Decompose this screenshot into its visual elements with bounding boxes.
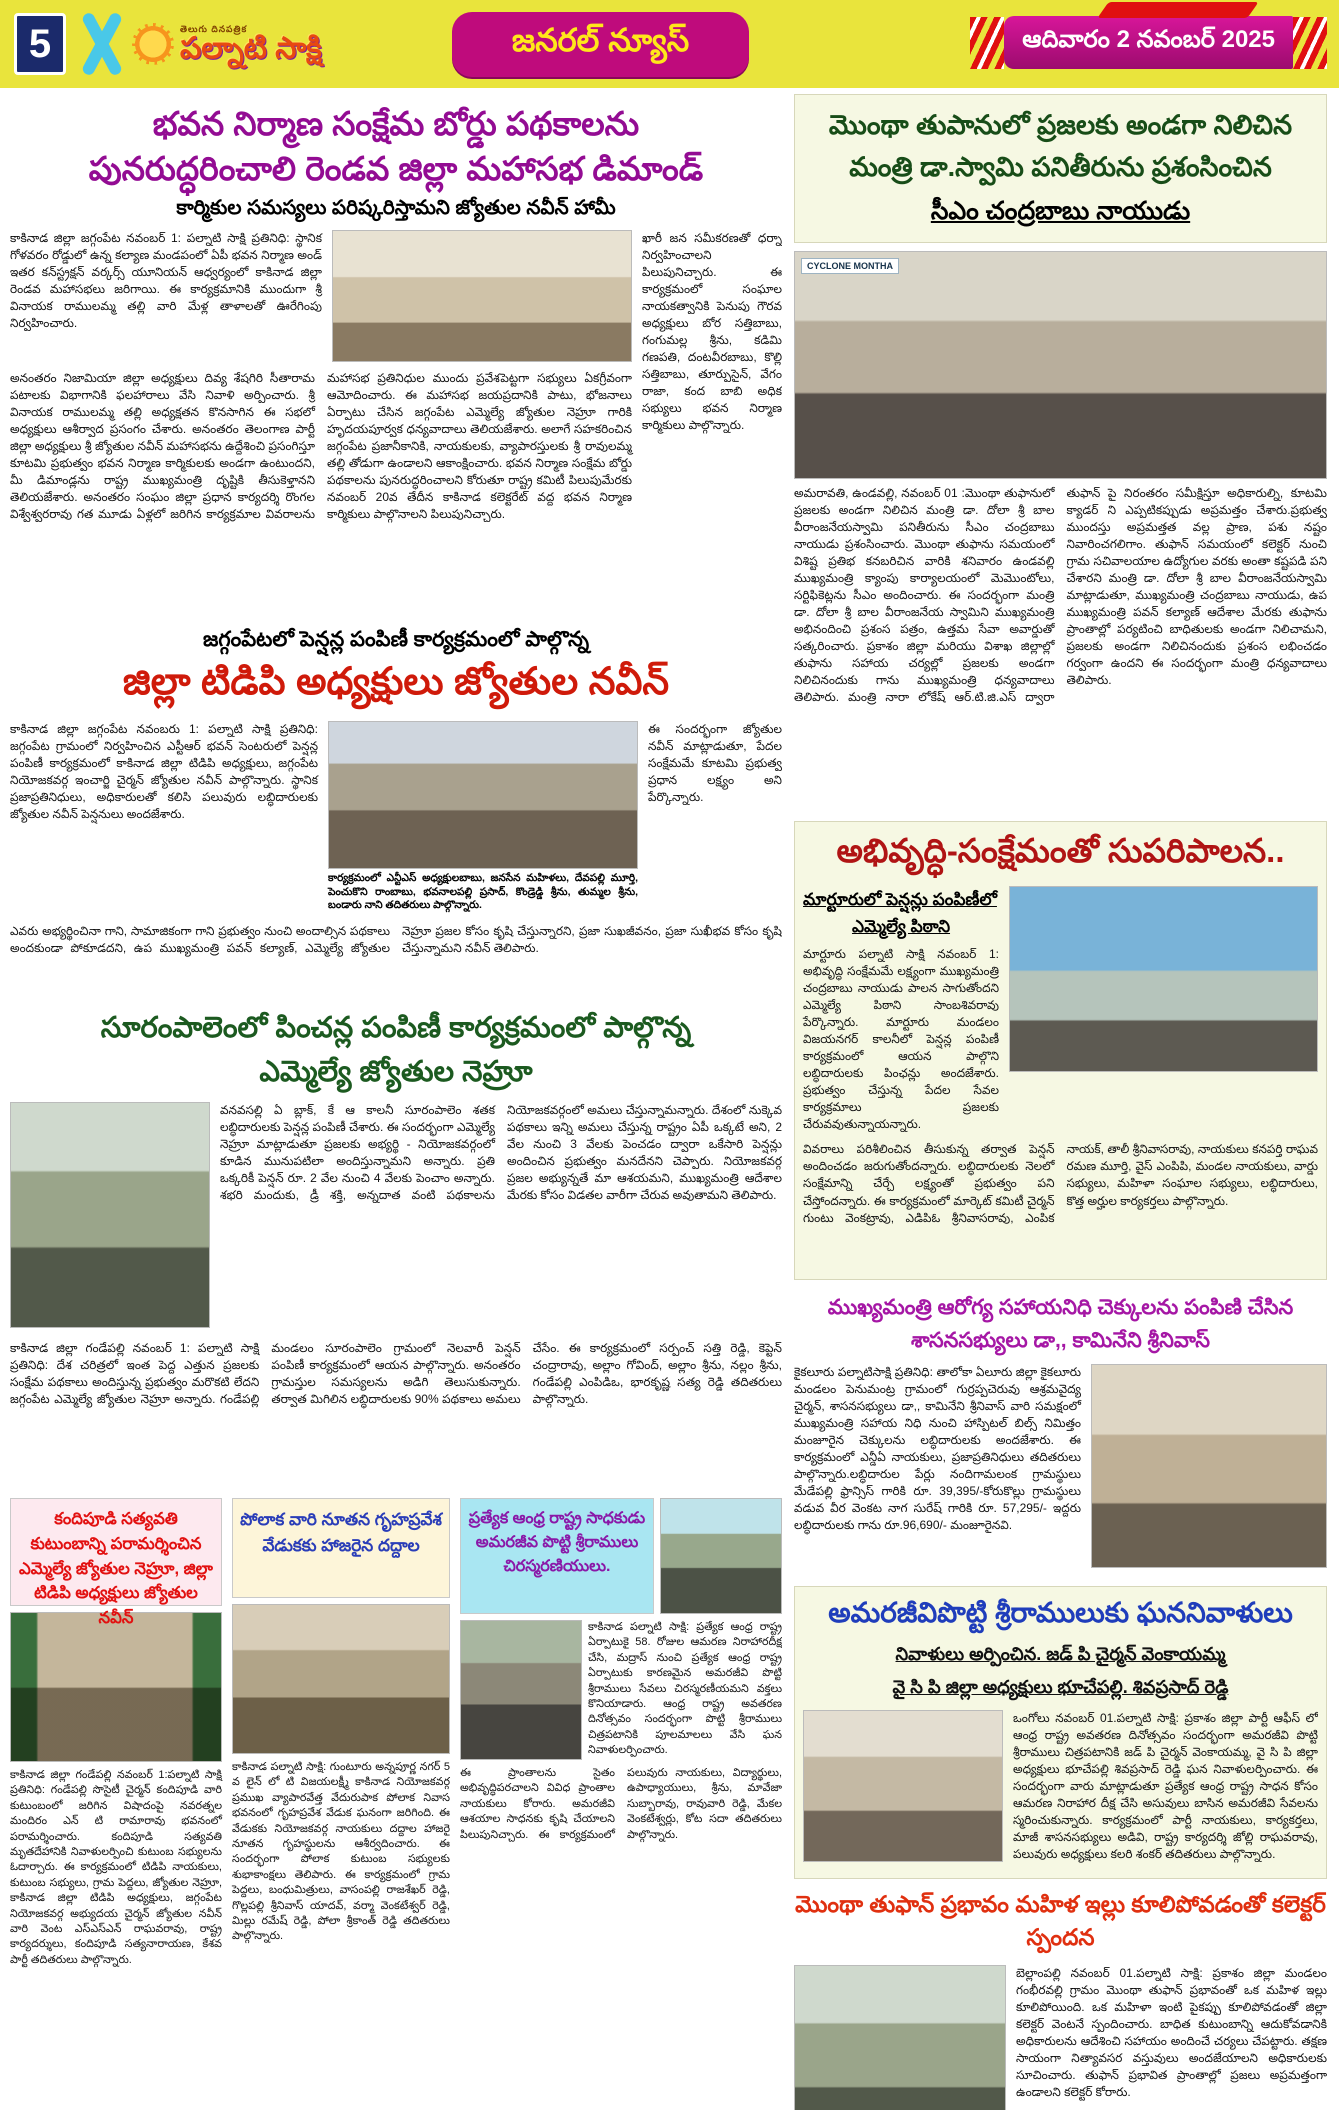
r4-headline: అమరజీవిపొట్టి శ్రీరాములుకు ఘననివాళులు <box>828 1596 1293 1628</box>
b3-body-bottom: ఈ ప్రాంతాలను సైతం అభివృద్ధిపరచాలని వివిధ ప్రాంతాల నాయకులు కోరారు. అమరజీవి ఆశయాల సాధనకు కృషి చేయాలని పిలుపునిచ్చారు. ఈ కార్యక్రమంలో పలువురు నాయకులు, విద్యార్థులు, ఉపాధ్యాయులు, శ్రీను, మావేజా సుబ్బారావు, రావువారి రెడ్డి, మేకల వెంకటేశ్వర్లు, కోట సదా తదితరులు పాల్గొన్నారు. <box>460 1767 782 1841</box>
r1-body: అమరావతి, ఉండవల్లి, నవంబర్ 01 :మొంథా తుఫానులో ప్రజలకు అండగా నిలిచిన మంత్రి డా. దోలా శ్రీ బాల వీరాంజనేయస్వామి పనితీరును సీఎం చంద్రబాబు నాయుడు ప్రశంసించారు. మొంథా తుఫాను సమయంలో విశిష్ట ప్రతిభ కనబరిచిన వారికి శనివారం ఉండవల్లి ముఖ్యమంత్రి క్యాంపు కార్యాలయంలో మెమొంటోలు, సర్టిఫికెట్లను సీఎం అందించారు. ఈ సందర్భంగా మంత్రి డా. దోలా శ్రీ బాల వీరాంజనేయ స్వామిని ముఖ్యమంత్రి అభినందించి ప్రశంస పత్రం, ఉత్తమ సేవా అవార్డుతో సత్కరించారు. ప్రకాశం జిల్లా మరియు విశాఖ జిల్లాల్లో తుఫాను సహాయ చర్యల్లో ప్రజలకు అండగా నిలిచినందుకు గాను ముఖ్యమంత్రి ధన్యవాదాలు తెలిపారు. మంత్రి నారా లోకేష్ ఆర్.టి.జి.ఎస్ ద్వారా తుఫాన్ పై నిరంతరం సమీక్షిస్తూ అధికారుల్ని, కూటమి క్యాడర్ ని ఎప్పటికప్పుడు అప్రమత్తం చేశారు.ప్రభుత్వ ముందస్తు అప్రమత్తత వల్ల ప్రాణ, పశు నష్టం నివారించగలిగాం. తుఫాన్ సమయంలో కలెక్టర్ నుంచి గ్రామ సచివాలయాల ఉద్యోగుల వరకు అంతా కష్టపడి పని చేశారని మంత్రి డా. దోలా శ్రీ బాల వీరాంజనేయస్వామి మాట్లాడుతూ, ముఖ్యమంత్రి చంద్రబాబు నాయుడు, ఉప ముఖ్యమంత్రి పవన్ కల్యాణ్ ఆదేశాల మేరకు తుఫాను ప్రాంతాల్లో పర్యటించి బాధితులకు అండగా నిలిచామని, ప్రజలకు అండగా నిలిచినందుకు ప్రశంస లభించడం గర్వంగా ఉందని ఈ సందర్భంగా మంత్రి ధన్యవాదాలు తెలిపారు. <box>794 485 1327 705</box>
photo-pension-street <box>328 721 638 869</box>
b2-headline: పోలాక వారి నూతన గృహప్రవేశ వేడుకకు హాజరైన దద్దాల <box>232 1498 450 1598</box>
article-pension-distribution-jaggampeta <box>10 628 782 995</box>
r3-headline-line1: ముఖ్యమంత్రి ఆరోగ్య సహాయనిధి చెక్కులను పంపిణి చేసిన <box>827 1296 1294 1320</box>
a1-subheadline: కార్మికుల సమస్యలు పరిష్కరిస్తామని జ్యోతుల నవీన్ హామీ <box>176 197 616 220</box>
section-badge-label: జనరల్ న్యూస్ <box>511 21 690 58</box>
r2-subhead-line1: మార్టూరులో పెన్షన్లు పంపిణీలో <box>803 889 997 909</box>
a2-body-side: ఈ సందర్భంగా జ్యోతుల నవీన్ మాట్లాడుతూ, పేదల సంక్షేమమే కూటమి ప్రభుత్వ ప్రధాన లక్ష్యం అని పేర్కొన్నారు. <box>648 722 782 805</box>
article-collector-house-collapse <box>794 1891 1327 2110</box>
stripes-right-icon <box>1293 17 1327 69</box>
r5-headline: మొంథా తుఫాన్ ప్రభావం మహిళ ఇల్లు కూలిపోవడంతో కలెక్టర్ స్పందన <box>795 1890 1326 1950</box>
photo-village-gathering <box>10 1102 210 1328</box>
a3-body-top: వనవసల్లి ఏ బ్లాక్, కే ఆ కాలనీ సూరంపాలెం శతక లబ్ధిదారులకు పెన్షన్ల పంపిణీ చేశారు. ఈ సందర్భంగా ఎమ్మెల్యే నెహ్రూ మాట్లాడుతూ ప్రజలకు అభ్యర్థి - నియోజకవర్గంలో కూడిన మునుపటిలా అందిస్తున్నామని అన్నారు. ప్రతి ఒక్కరికీ పెన్షన్ రూ. 2 వేల నుంచి 4 వేలకు పెంచాం అన్నారు. శభరి మందుకు, డ్రీ శక్తి, అన్నదాత వంటి పథకాలను నియోజకవర్గంలో అమలు చేస్తున్నామన్నారు. దేశంలో నుక్కెవ పథకాలు ఇన్ని అమలు చేస్తున్న రాష్ట్రం ఏపీ ఒక్కటే అని, 2 వేల నుంచి 3 వేలకు పెంచడం ద్వారా ఒకేసారి పెన్షన్లు అందించిన ప్రభుత్వం మనదేనని చెప్పారు. నియోజకవర్గ ప్రజల అభ్యున్నతే మా ఆశయమని, ముఖ్యమంత్రి ఆదేశాల మేరకు కోసం విడతల వారీగా చేరువ అవుతామని తెలిపారు. <box>220 1103 782 1203</box>
a3-headline-line1: సూరంపాలెంలో పించన్ల పంపిణీ కార్యక్రమంలో పాల్గొన్న <box>100 1012 692 1045</box>
masthead-bar <box>0 0 1339 88</box>
a2-body-bottom: ఎవరు అభ్యర్థించినా గాని, సామాజికంగా గాని ప్రభుత్వం నుంచి అందాల్సిన పథకాలు అందకుండా పోకూడదని, ఉప ముఖ్యమంత్రి పవన్ కల్యాణ్, ఎమ్మెల్యే జ్యోతుల నెహ్రూ ప్రజల కోసం కృషి చేస్తున్నారని, ప్రజా సుఖజీవనం, ప్రజా సుఖీభవ కోసం కృషి చేస్తున్నామని నవీన్ తెలిపారు. <box>10 924 782 956</box>
a2-body-col1: కాకినాడ జిల్లా జగ్గంపేట నవంబరు 1: పల్నాటి సాక్షి ప్రతినిధి: జగ్గంపేట గ్రామంలో నిర్వహించిన ఎస్టీఆర్ భవన్ సెంటరులో పెన్షన్ల పంపిణీ కార్యక్రమంలో కాకినాడ జిల్లా టిడిపి అధ్యక్షులు, జగ్గంపేట నియోజకవర్గ ఇంచార్జి చైర్మన్ జ్యోతుల నవీన్ పాల్గొన్నారు. స్థానిక ప్రజాప్రతినిధులు, అధికారులతో కలిసి పలువురు లబ్ధిదారులకు జ్యోతుల నవీన్ పెన్షనులు అందజేశారు. <box>10 722 318 822</box>
sun-icon <box>132 23 174 65</box>
a1-headline-line1: భవన నిర్మాణ సంక్షేమ బోర్డు పథకాలను <box>152 105 640 142</box>
b1-body: కాకినాడ జిల్లా గండేపల్లి నవంబర్ 1:పల్నాటి సాక్షి ప్రతినిధి: గండేపల్లి సొసైటీ చైర్మన్ కందిపూడి వారి కుటుంబంలో జరిగిన విషాదంపై నవరత్నల మందిరం ఎన్ టి రామారావు భవనంలో పరామర్శించారు. కందిపూడి సత్యవతి మృతదేహానికి నివాళులర్పించి కుటుంబ సభ్యులను ఓదార్చారు. ఈ కార్యక్రమంలో టిడిపి నాయకులు, కుటుంబ సభ్యులు, గ్రామ పెద్దలు, జ్యోతుల నెహ్రూ, కాకినాడ జిల్లా టిడిపి అధ్యక్షులు, జగ్గంపేట నియోజకవర్గ అభ్యుదయ చైర్మన్ జ్యోతుల నవీన్ వారి వెంట ఎస్ఎస్ఎన్ రాఘవరావు, రాష్ట్ర కార్యదర్శులు, కందిపూడి సత్యనారాయణ, కేశవ పార్టీ తదితరులు పాల్గొన్నారు. <box>10 1769 222 1966</box>
masthead-tagline: తెలుగు దినపత్రిక <box>180 23 248 34</box>
r2-body-col1: మార్టూరు పల్నాటి సాక్షి నవంబర్ 1: అభివృద్ధి సంక్షేమమే లక్ష్యంగా ముఖ్యమంత్రి చంద్రబాబు నాయుడు పాలన సాగుతోందని ఎమ్మెల్యే పిఠాని సాంబశివరావు పేర్కొన్నారు. మార్టూరు మండలం విజయనగర్ కాలనీలో పెన్షన్ల పంపిణీ కార్యక్రమంలో ఆయన పాల్గొని లబ్ధిదారులకు పింఛన్లు అందజేశారు. ప్రభుత్వం చేస్తున్న పేదల సేవల కార్యక్రమాలు ప్రజలకు చేరువవుతున్నాయన్నారు. <box>803 947 999 1132</box>
b3-headline: ప్రత్యేక ఆంధ్ర రాష్ట్ర సాధకుడు అమరజీవ పొట్టి శ్రీరాములు చిరస్మరణియులు. <box>460 1498 654 1614</box>
r1-headline-line2: మంత్రి డా.స్వామి పనితీరును ప్రశంసించిన <box>849 151 1272 182</box>
r1-headline-box <box>794 94 1327 243</box>
a1-body-col1: కాకినాడ జిల్లా జగ్గంపేట నవంబర్ 1: పల్నాటి సాక్షి ప్రతినిధి: స్థానిక గోళవరం రోడ్డులో ఉన్న కల్యాణ మండపంలో ఏపీ భవన నిర్మాణ అండ్ ఇతర కన్‌స్ట్రక్షన్ వర్కర్స్ యూనియన్ ఆధ్వర్యంలో కాకినాడ జిల్లా రెండవ మహాసభలు జరిగాయి. ఈ కార్యక్రమానికి ముందుగా శ్రీ వినాయక రాములమ్మ తల్లి వారి మేళ్ల తాళాలతో ఊరేగింపు నిర్వహించారు. <box>10 231 322 331</box>
masthead-title: పల్నాటి సాక్షి <box>180 31 322 65</box>
a1-headline-line2: పునరుద్ధరించాలి రెండవ జిల్లా మహాసభ డిమాండ్ <box>88 149 704 187</box>
r2-body-bottom: వివరాలు పరిశీలించిన తీసుకున్న తర్వాత పెన్షన్ అందించడం జరుగుతోందన్నారు. లబ్ధిదారులకు నెలలో సంక్షేమాన్ని చేర్చే లక్ష్యంతో ప్రభుత్వం పని చేస్తోందన్నారు. ఈ కార్యక్రమంలో మార్కెట్ కమిటీ చైర్మన్ గుంటు వెంకట్రావు, ఎడిపిఓ శ్రీనివాసరావు, ఎంపిక నాయక్, తాలీ శ్రీనివాసరావు, నాయకులు కనపర్తి రాఘవ రమణ మూర్తి, వైస్ ఎంపిపి, మండల నాయకులు, వార్డు సభ్యులు, మహిళా సంఘాల సభ్యులు, లబ్ధిదారులు, కొత్త అర్హుల కార్యకర్తలు పాల్గొన్నారు. <box>803 1142 1318 1225</box>
article-potti-sriramulu-memorial <box>460 1498 782 2098</box>
photo-cheque-handover <box>1091 1364 1327 1568</box>
r3-headline-line2: శాసనసభ్యులు డా,, కామినేని శ్రీనివాస్ <box>911 1328 1210 1352</box>
bottom-left-articles <box>10 1498 782 2098</box>
article-kandipudi-condolence <box>10 1498 222 2098</box>
a1-body-main: అనంతరం నిజామియా జిల్లా అధ్యక్షులు దివ్య శేషగిరి సీతారామ పటాలకు విభాగానికి ఫలహారాలు వేసి నివాళి అర్పించారు. శ్రీ వినాయక రాములమ్మ తల్లి అధ్యక్షతన కొనసాగిన ఈ సభలో అధ్యక్షులు ఆశీర్వాద ప్రసంగం చేశారు. అనంతరం తెలంగాణ పార్టీ జిల్లా అధ్యక్షులు శ్రీ జ్యోతుల నవీన్ మహాసభను ఉద్దేశించి ప్రసంగిస్తూ కూటమి ప్రభుత్వం భవన నిర్మాణ కార్మికులకు అండగా ఉంటుందని, మీ డిమాండ్లను రాష్ట్ర ముఖ్యమంత్రి దృష్టికి తీసుకెళ్తానని తెలియజేశారు. అనంతరం సంఘం జిల్లా ప్రధాన కార్యదర్శి రొంగల విశ్వేశ్వరరావు గత మూడు ఏళ్లలో జరిగిన కార్యక్రమాల వివరాలను మహాసభ ప్రతినిధుల ముందు ప్రవేశపెట్టగా సభ్యులు ఏకగ్రీవంగా ఆమోదించారు. ఈ మహాసభ జయప్రదానికి పాటు, భోజనాలు ఏర్పాటు చేసిన జగ్గంపేట ఎమ్మెల్యే జ్యోతుల నెహ్రూ గారికి హృదయపూర్వక ధన్యవాదాలు తెలియజేశారు. అలాగే సహకరించిన జగ్గంపేట ప్రజానీకానికి, నాయకులకు, వ్యాపారస్తులకు శ్రీ రావులమ్మ తల్లి తోడుగా ఉండాలని ఆకాంక్షించారు. భవన నిర్మాణ సంక్షేమ బోర్డు పథకాలను పునరుద్ధరించాలని కోరుతూ రాష్ట్ర కమిటీ పిలుపుమేరకు నవంబర్ 20వ తేదీన కాకినాడ కలెక్టరేట్ వద్ద భవన నిర్మాణ కార్మికులు పాల్గొనాలని పిలుపునిచ్చారు. <box>10 371 632 522</box>
a1-body-side: ఖారీ జన సమీకరణతో ధర్నా నిర్వహించాలని పిలుపునిచ్చారు. ఈ కార్యక్రమంలో సంఘాల నాయకత్వానికి పెనుపు గౌరవ అధ్యక్షులు బోర సత్తిబాబు, గంగుమల్ల శ్రీను, కడిమి గణపతి, దంటవీరబాబు, కొల్లి సత్తిబాబు, తూర్పుసైన్, వేగం రాజా, కంద బాబి అధిక సభ్యులు భవన నిర్మాణ కార్మికులు పాల్గొన్నారు. <box>642 231 782 433</box>
article-good-governance-marturu <box>794 821 1327 1281</box>
newspaper-brand <box>132 23 322 65</box>
a2-headline: జిల్లా టిడిపి అధ్యక్షులు జ్యోతుల నవీన్ <box>122 661 670 704</box>
r3-body: కైకలూరు పల్నాటిసాక్షి ప్రతినిధి: తాలోకా ఏలూరు జిల్లా కైకలూరు మండలం పెనుమంట్ర గ్రామంలో గుర్రప్పచెరువు ఆశ్రమవైద్య చైర్మన్, శాసనసభ్యులు డా,, కామినేని శ్రీనివాస్ వారి సమక్షంలో ముఖ్యమంత్రి సహాయ నిధి నుంచి హాస్పిటల్ బిల్స్ నిమిత్తం మంజూరైన చెక్కులను లబ్ధిదారులకు అందజేశారు. ఈ కార్యక్రమంలో ఎన్డీఏ నాయకులు, ప్రజాప్రతినిధులు తదితరులు పాల్గొన్నారు.లబ్ధిదారుల పేర్లు నందిగామలంక గ్రామస్థులు మేడేపల్లి ఫ్రాన్సిస్ గారికి రూ. 39,395/-కోరుకొల్లు గ్రామస్థులు వడువ వీర వెంకట నాగ సురేష్ గారికి రూ. 57,295/- ఇద్దరు లబ్ధిదారులకు గాను రూ.96,690/- మంజూరైనవి. <box>794 1364 1081 1532</box>
photo-cm-camp-office <box>794 251 1327 479</box>
a2-figure <box>328 721 638 917</box>
stripes-left-icon <box>970 17 1004 69</box>
page-number: 5 <box>14 13 66 75</box>
b1-headline: కందిపూడి సత్యవతి కుటుంబాన్ని పరామర్శించిన ఎమ్మెల్యే జ్యోతుల నెహ్రూ, జిల్లా టిడిపి అధ్యక్షులు జ్యోతుల నవీన్ <box>10 1498 222 1606</box>
date-text: ఆదివారం 2 నవంబర్ 2025 <box>1022 26 1275 53</box>
b2-body: కాకినాడ పల్నాటి సాక్షి: గుంటూరు అన్నపూర్ణ నగర్ 5 వ లైన్ లో టి విజయలక్ష్మీ కాకినాడ నియోజకవర్గ ప్రముఖ వ్యాపారవేత్త వేదురుపాక పోలాక నివాస భవనంలో గృహప్రవేశ వేడుక ఘనంగా జరిగింది. ఈ వేడుకకు నియోజకవర్గ నాయకులు దద్దాల హాజరై నూతన గృహస్థులను ఆశీర్వదించారు. ఈ సందర్భంగా పోలాక కుటుంబ సభ్యులకు శుభాకాంక్షలు తెలిపారు. ఈ కార్యక్రమంలో గ్రామ పెద్దలు, బంధుమిత్రులు, వాసంపల్లి రాజశేఖర్ రెడ్డి, గొల్లపల్లి శ్రీనివాస్ యాదవ్, వర్మా వెంకటేశ్వర్ రెడ్డి, మిల్లు రమేష్ రెడ్డి, పోలా శ్రీకాంత్ రెడ్డి తదితరులు పాల్గొన్నారు. <box>232 1761 450 1943</box>
photo-collapsed-house <box>794 1965 1006 2110</box>
r2-subhead-line2: ఎమ్మెల్యే పిఠాని <box>851 916 951 936</box>
r1-headline-line1: మొంథా తుపానులో ప్రజలకు అండగా నిలిచిన <box>828 110 1293 140</box>
photo-condolence-house <box>10 1612 222 1762</box>
article-sriramulu-tributes-ongole <box>794 1586 1327 1879</box>
photo-memorial-crowd <box>460 1620 582 1760</box>
photo-pension-hall <box>1009 886 1318 1072</box>
r5-body: బెల్లాంపల్లి నవంబర్ 01.పల్నాటి సాక్షి: ప్రకాశం జిల్లా మండలం గంభీరవల్లి గ్రామం మొంథా తుఫాన్ ప్రభావంతో ఒక మహిళ ఇల్లు కూలిపోయింది. ఒక మహిళా ఇంటి పైకప్పు కూలిపోవడంతో జిల్లా కలెక్టర్ వెంటనే స్పందించారు. బాధిత కుటుంబాన్ని ఆదుకోవడానికి అధికారులను ఆదేశించి సహాయం అందించే చర్యలు చేపట్టారు. తక్షణ సాయంగా నిత్యావసర వస్తువులు అందజేయాలని అధికారులకు సూచించారు. తుఫాన్ ప్రభావిత ప్రాంతాల్లో ప్రజలు అప్రమత్తంగా ఉండాలని కలెక్టర్ కోరారు. <box>1016 1965 1327 2099</box>
r4-subhead-line2: వై సి పి జిల్లా అధ్యక్షులు భూచేపల్లి. శివప్రసాద్ రెడ్డి <box>892 1676 1229 1697</box>
a3-body-bottom: కాకినాడ జిల్లా గండేపల్లి నవంబర్ 1: పల్నాటి సాక్షి ప్రతినిధి: దేశ చరిత్రలో ఇంత పెద్ద ఎత్తున ప్రజలకు సంక్షేమ పథకాలు అందిస్తున్న ప్రభుత్వం మరొకటి లేదని జగ్గంపేట ఎమ్మెల్యే జ్యోతుల నెహ్రూ అన్నారు. గండేపల్లి మండలం సూరంపాలెం గ్రామంలో నెలవారీ పెన్షన్ పంపిణీ కార్యక్రమంలో ఆయన పాల్గొన్నారు. అనంతరం గ్రామస్తుల సమస్యలను అడిగి తెలుసుకున్నారు. తర్వాత మిగిలిన లబ్ధిదారులకు 90% పథకాలు అమలు చేసేం. ఈ కార్యక్రమంలో సర్పంచ్ సత్తి రెడ్డి, కెప్టెన్ చంద్రారావు, అల్లాం గోవింద్, అల్లాం శ్రీను, నల్లం శ్రీను, గండేపల్లి ఎంపిడిఒ, భారకృష్ణ సత్య రెడ్డి తదితరులు పాల్గొన్నారు. <box>10 1341 782 1407</box>
cyclone-montha-sign: CYCLONE MONTHA <box>801 258 899 274</box>
r4-body: ఒంగోలు నవంబర్ 01.పల్నాటి సాక్షి: ప్రకాశం జిల్లా పార్టీ ఆఫీస్ లో ఆంధ్ర రాష్ట్ర అవతరణ దినోత్సవం సందర్భంగా అమరజీవి పొట్టి శ్రీరాములు చిత్రపటానికి జడ్ పి చైర్మన్ వెంకాయమ్మ, వై సి పి జిల్లా అధ్యక్షులు భూచేపల్లి శివప్రసాద్ రెడ్డి ఘన నివాళులర్పించారు. ఈ సందర్భంగా వారు మాట్లాడుతూ ప్రత్యేక ఆంధ్ర రాష్ట్ర సాధన కోసం ఆమరణ నిరాహార దీక్ష చేసి అసువులు బాసిన అమరజీవి సేవలను స్మరించుకున్నారు. కార్యక్రమంలో పార్టీ నాయకులు, కార్యకర్తలు, మాజీ శాసనసభ్యులు అడివి, రాష్ట్ర కార్యదర్శి జోల్లి రాఘవరావు, పలువురు అధ్యక్షులు కలరి శంకర్ తదితరులు పాల్గొన్నారు. <box>1013 1710 1318 1861</box>
x-logo-icon <box>76 14 122 74</box>
date-banner <box>970 16 1327 69</box>
section-badge <box>452 12 749 77</box>
article-polaka-housewarming <box>232 1498 450 2098</box>
a3-headline-line2: ఎమ్మెల్యే జ్యోతుల నెహ్రూ <box>259 1055 533 1088</box>
article-building-welfare-board <box>10 94 782 618</box>
photo-party-office-tribute <box>803 1710 1003 1862</box>
photo-flag-tribute <box>660 1498 782 1614</box>
article-surampalem-pension <box>10 1007 782 1486</box>
ribbon-icon <box>1097 2 1258 18</box>
r1-headline-cm: సీఎం చంద్రబాబు నాయుడు <box>930 196 1191 225</box>
a2-kicker: జగ్గంపేటలో పెన్షన్ల పంపిణీ కార్యక్రమంలో పాల్గొన్న <box>202 628 590 652</box>
article-cyclone-montha-praise <box>794 94 1327 809</box>
photo-housewarming-group <box>232 1604 450 1754</box>
photo-mahasabha-garlands <box>332 230 632 362</box>
r4-subhead-line1: నివాళులు అర్పించిన. జడ్ పి చైర్మన్ వెంకాయమ్మ <box>895 1643 1226 1664</box>
article-cm-health-fund-cheques <box>794 1292 1327 1573</box>
r2-headline: అభివృద్ధి-సంక్షేమంతో సుపరిపాలన.. <box>836 831 1285 869</box>
b3-body-top: కాకినాడ పల్నాటి సాక్షి: ప్రత్యేక ఆంధ్ర రాష్ట్ర ఏర్పాటుకై 58. రోజుల ఆమరణ నిరాహారదీక్ష చేసి, మద్రాస్ నుంచి ప్రత్యేక ఆంధ్ర రాష్ట్ర ఏర్పాటుకు కారణమైన అమరజీవి పొట్టి శ్రీరాములు సేవలు చిరస్మరణీయమని వక్తలు కొనియాడారు. ఆంధ్ర రాష్ట్ర అవతరణ దినోత్సవం సందర్భంగా పొట్టి శ్రీరాములు చిత్రపటానికి పూలమాలలు వేసి ఘన నివాళులర్పించారు. <box>588 1621 782 1757</box>
a2-photo-caption: కార్యక్రమంలో ఎన్టీఎస్ అధ్యక్షులబాబు, జనసేన మహిళలు, దేవపల్లి మూర్తి, పెంచుకొని రాంబాబు, భవనాలపల్లి ప్రసాద్, కొండ్రెడ్డి శ్రీను, తుమ్మల శ్రీను, బండారు నాని తదితరులు పాల్గొన్నారు. <box>328 872 638 912</box>
